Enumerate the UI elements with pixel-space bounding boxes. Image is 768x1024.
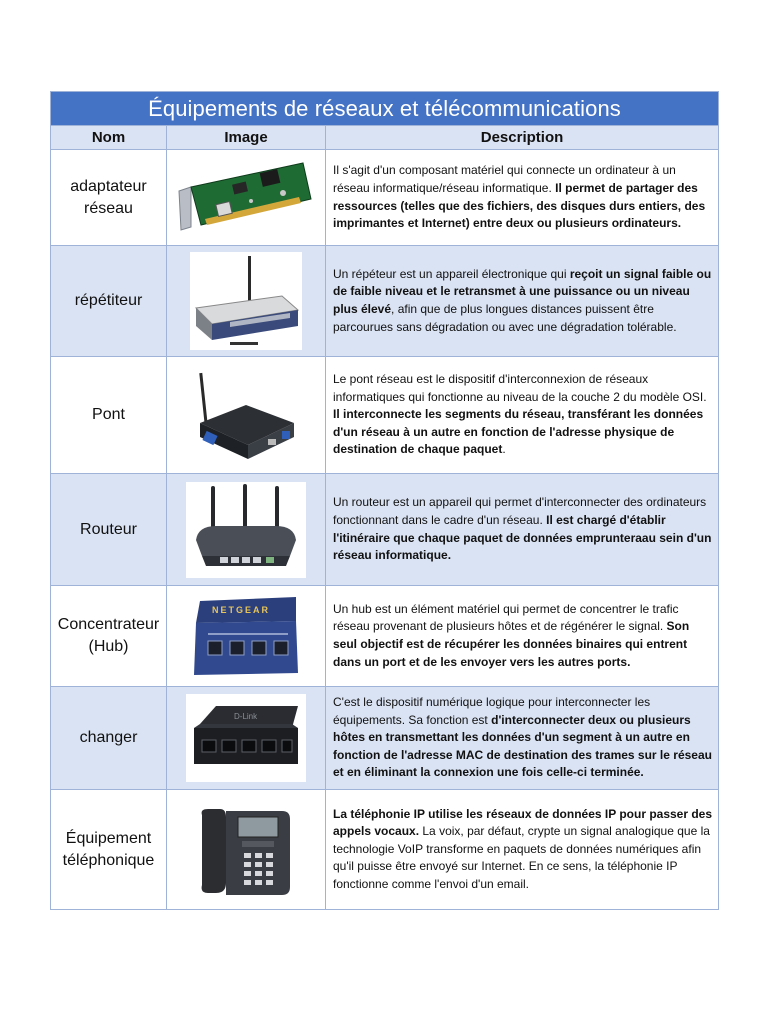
header-image: Image xyxy=(167,126,326,150)
equipment-image xyxy=(167,790,326,910)
equipment-name: Routeur xyxy=(51,474,167,586)
table-row xyxy=(51,687,719,790)
equipment-name: Équipement téléphonique xyxy=(51,790,167,910)
equipment-image xyxy=(167,357,326,474)
equipment-image xyxy=(167,586,326,687)
equipment-description xyxy=(326,246,719,357)
equipment-name: Pont xyxy=(51,357,167,474)
table-row xyxy=(51,586,719,687)
description-segment: , afin que de plus longues distances puissent être parcourues sans dégradation ou avec une dégradation tolérable. xyxy=(333,302,677,334)
equipment-description xyxy=(326,474,719,586)
description-segment: . xyxy=(502,442,506,457)
description-segment: Son seul objectif est de récupérer les données binaires qui entrent dans un port et de les envoyer vers les autres ports. xyxy=(333,619,690,669)
equipment-description xyxy=(326,687,719,790)
switch-brand-label: D-Link xyxy=(234,712,258,721)
equipment-image xyxy=(167,246,326,357)
bridge-icon xyxy=(190,367,302,463)
description-segment: d'interconnecter deux ou plusieurs hôtes en transmettant les données d'un segment à un autre en fonction de l'adresse MAC de destination des trames sur le réseau et en éliminant la connexion une fois celle-ci terminée. xyxy=(333,712,712,780)
header-name: Nom xyxy=(51,126,167,150)
switch-icon xyxy=(186,694,306,782)
repeater-icon xyxy=(190,252,302,350)
equipment-description xyxy=(326,150,719,246)
table-row xyxy=(51,790,719,910)
table-title: Équipements de réseaux et télécommunications xyxy=(51,92,719,126)
equipment-description xyxy=(326,586,719,687)
description-segment: Il s'agit d'un composant matériel qui connecte un ordinateur à un réseau informatique/réseau informatique. xyxy=(333,163,676,195)
network-card-icon xyxy=(171,157,321,239)
header-row xyxy=(51,126,719,150)
description-segment: Il permet de partager des ressources (telles que des fichiers, des disques durs entiers, des imprimantes et Internet) entre deux ou plusieurs ordinateurs. xyxy=(333,180,706,231)
router-icon xyxy=(186,482,306,578)
ip-phone-icon xyxy=(196,801,296,899)
description-segment: La téléphonie IP utilise les réseaux de données IP pour passer des appels vocaux. xyxy=(333,806,713,839)
equipment-image xyxy=(167,474,326,586)
hub-icon xyxy=(190,593,302,679)
description-segment: C'est le dispositif numérique logique pour interconnecter les équipements. Sa fonction est xyxy=(333,695,651,727)
description-segment: Il interconnecte les segments du réseau, transférant les données d'un réseau à un autre en fonction de l'adresse physique de destination de chaque paquet xyxy=(333,407,704,457)
table-row xyxy=(51,150,719,246)
description-segment: Un hub est un élément matériel qui permet de concentrer le trafic réseau provenant de plusieurs hôtes et de régénérer le signal. xyxy=(333,601,679,634)
equipment-image xyxy=(167,687,326,790)
description-segment: reçoit un signal faible ou de faible niveau et le retransmet à une puissance ou un niveau plus élevé xyxy=(333,266,712,316)
header-description: Description xyxy=(326,126,719,150)
description-segment: Un répéteur est un appareil électronique qui xyxy=(333,266,570,281)
hub-brand-label: NETGEAR xyxy=(212,605,271,615)
table-row xyxy=(51,357,719,474)
table-row xyxy=(51,246,719,357)
equipment-image xyxy=(167,150,326,246)
equipment-name: répétiteur xyxy=(51,246,167,357)
table-row xyxy=(51,474,719,586)
equipment-name: adaptateur réseau xyxy=(51,150,167,246)
equipment-description xyxy=(326,357,719,474)
equipment-name: changer xyxy=(51,687,167,790)
equipment-name: Concentrateur (Hub) xyxy=(51,586,167,687)
description-segment: Un routeur est un appareil qui permet d'interconnecter des ordinateurs fonctionnant dans le cadre d'un réseau. xyxy=(333,495,707,527)
description-segment: Il est chargé d'établir l'itinéraire que chaque paquet de données emprunteraau sein d'un réseau informatique. xyxy=(333,512,712,563)
equipment-table xyxy=(50,91,719,910)
description-segment: La voix, par défaut, crypte un signal analogique que la technologie VoIP transforme en paquets de données numériques afin qu'il puisse être envoyé sur Internet. En ce sens, la téléphonie IP fonctionne comme l'envoi d'un email. xyxy=(333,824,710,891)
equipment-description xyxy=(326,790,719,910)
title-row xyxy=(51,92,719,126)
description-segment: Le pont réseau est le dispositif d'interconnexion de réseaux informatiques qui fonctionne au niveau de la couche 2 du modèle OSI. xyxy=(333,372,707,404)
